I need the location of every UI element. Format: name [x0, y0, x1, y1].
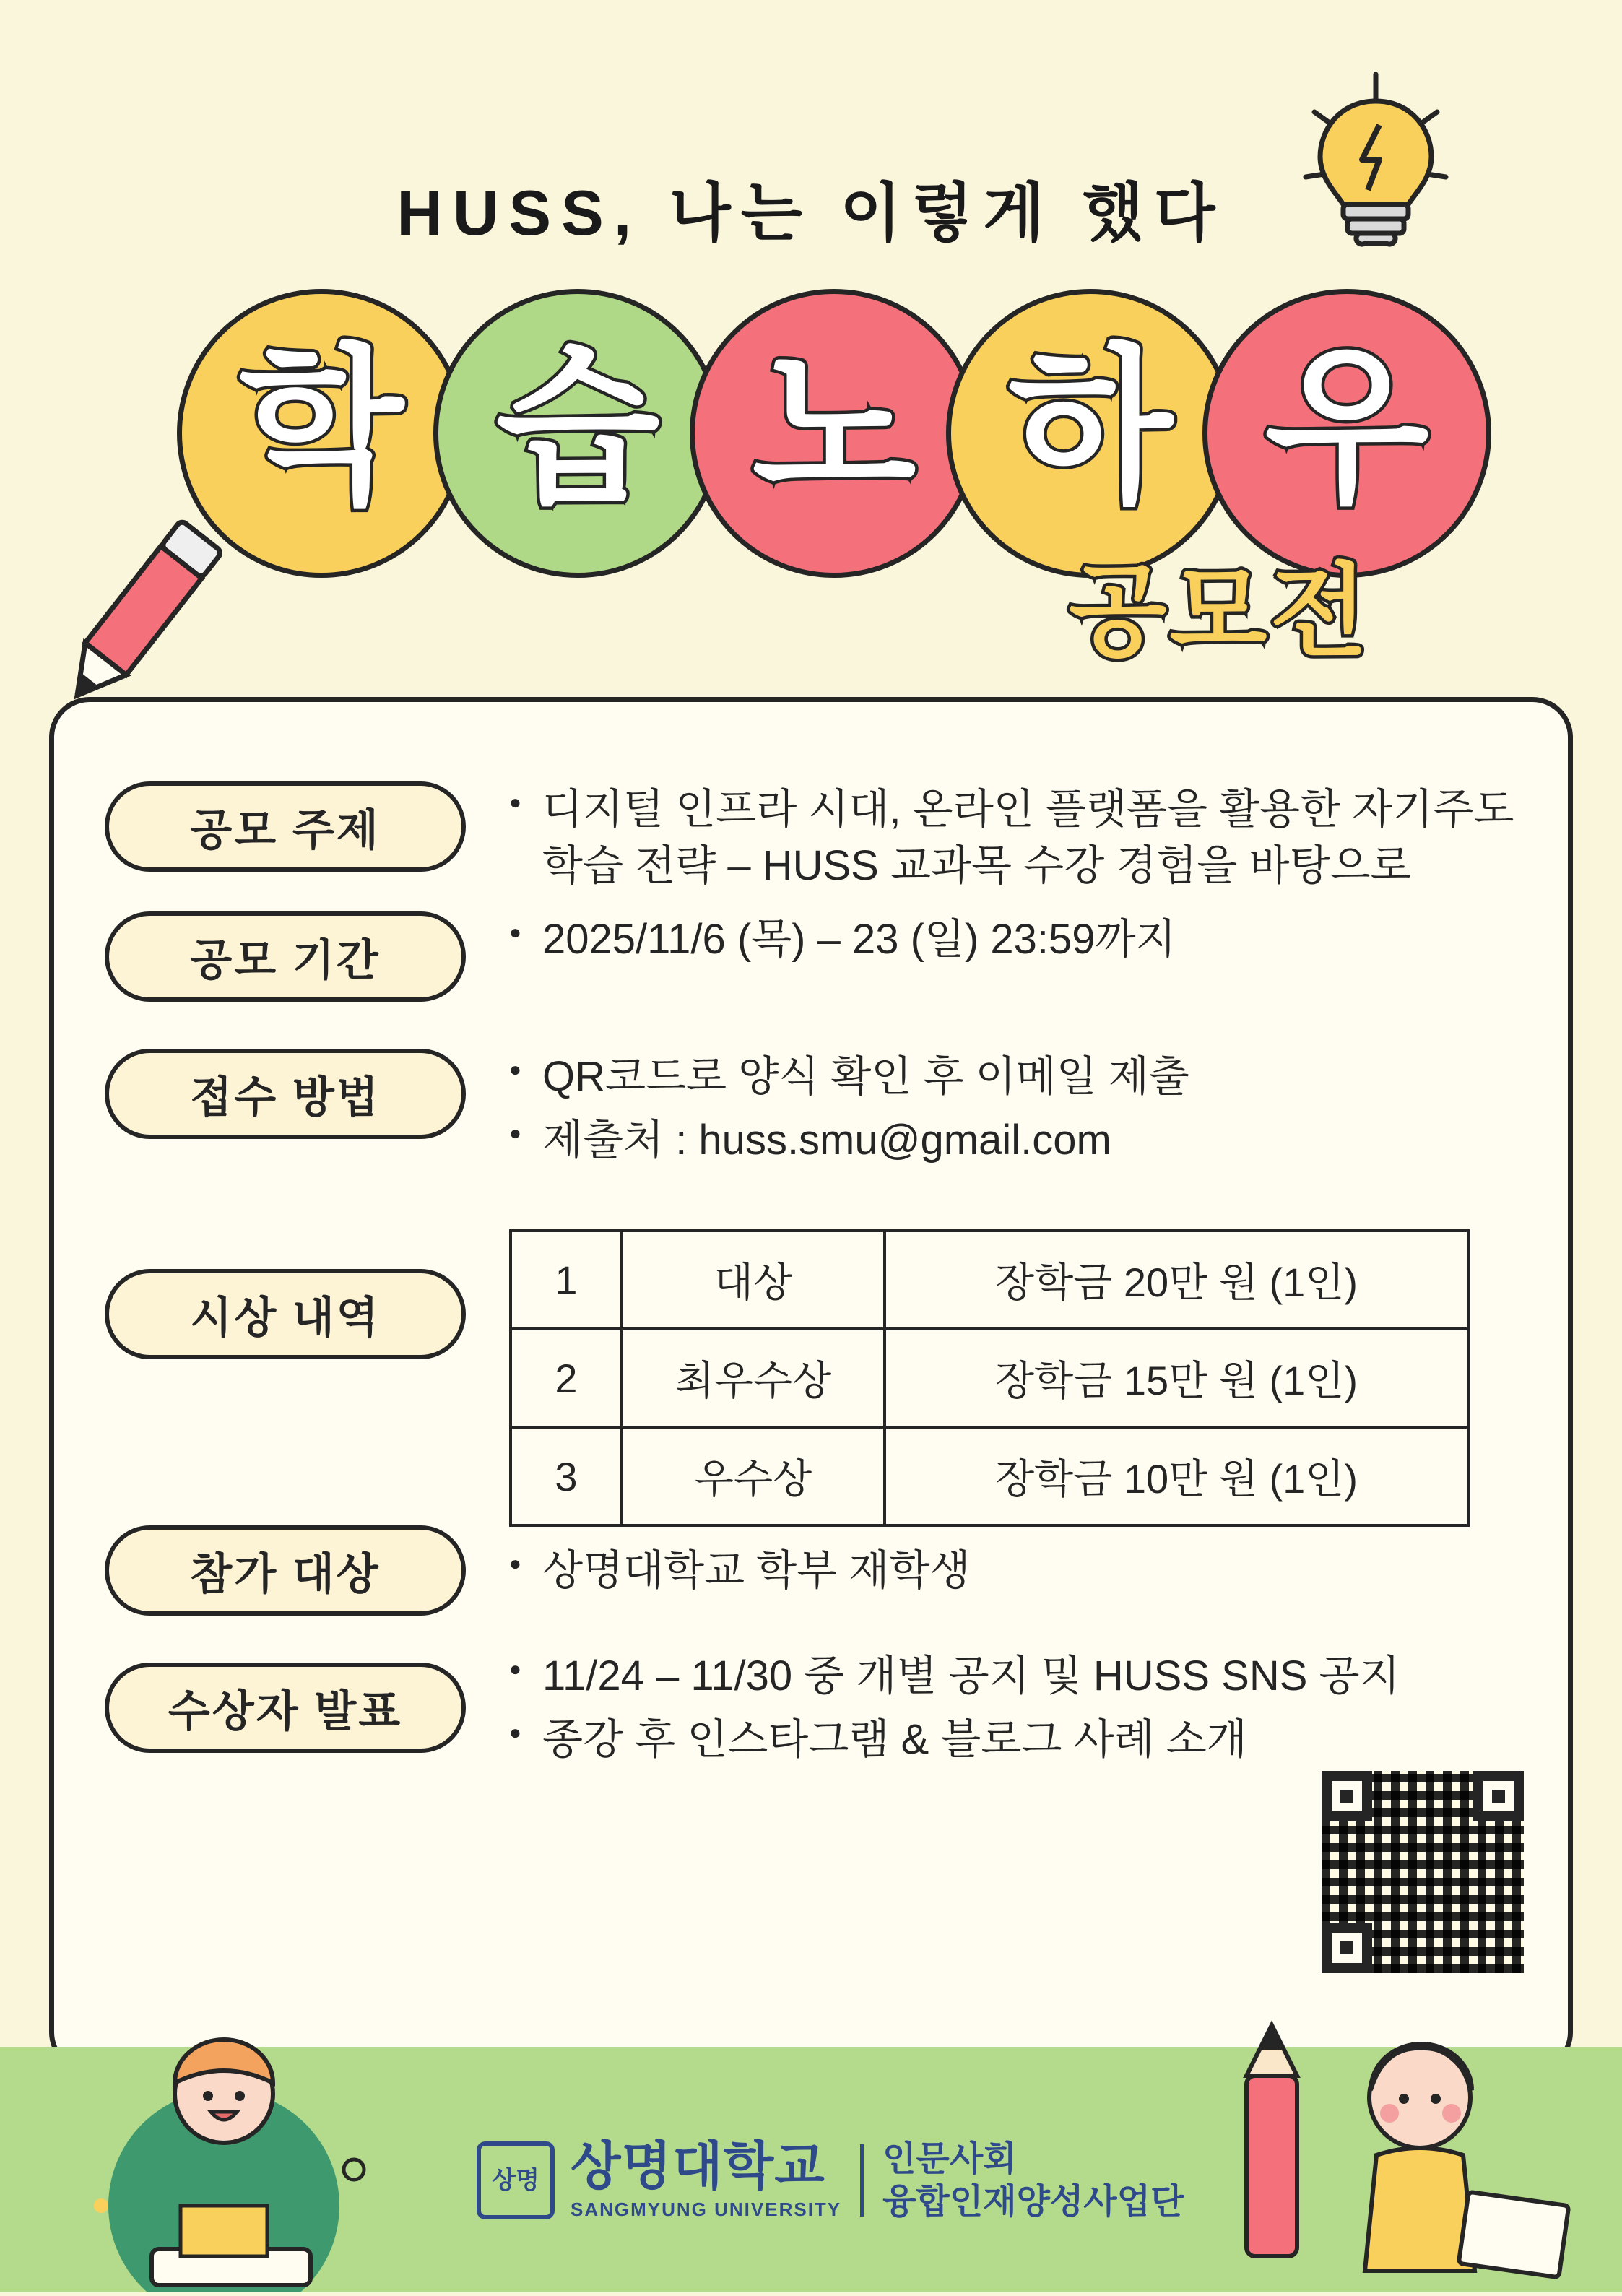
qr-eye-bottom-left [1322, 1923, 1372, 1973]
footer-band [0, 2047, 1622, 2292]
title-circle-letter: 하 [1008, 332, 1173, 522]
award-prize: 장학금 20만 원 (1인) [885, 1231, 1468, 1329]
list-item: ● 11/24 – 11/30 중 개별 공지 및 HUSS SNS 공지 [542, 1648, 1535, 1704]
section-notice [105, 1648, 1535, 1775]
info-card [49, 697, 1573, 2073]
award-name: 최우수상 [622, 1329, 885, 1427]
section-award-label: 시상 내역 [105, 1269, 466, 1359]
section-period [105, 911, 1535, 1002]
section-target-label-wrap [105, 1525, 466, 1616]
list-item: ● 디지털 인프라 시대, 온라인 플랫폼을 활용한 자기주도 학습 전략 – HUSS 교과목 수강 경험을 바탕으로 [542, 781, 1535, 893]
university-name-block [571, 2137, 842, 2221]
section-award [105, 1229, 1535, 1527]
list-item: ● 종강 후 인스타그램 & 블로그 사례 소개 [542, 1712, 1535, 1768]
poster-subtitle: 공모전 [1069, 555, 1371, 668]
section-notice-label-wrap [105, 1648, 466, 1753]
department-name [882, 2138, 1184, 2224]
award-rank: 3 [511, 1427, 622, 1525]
section-period-label: 공모 기간 [105, 911, 466, 1002]
list-item: ● QR코드로 양식 확인 후 이메일 제출 [542, 1049, 1535, 1105]
list-item: ● 2025/11/6 (목) – 23 (일) 23:59까지 [542, 911, 1535, 968]
section-period-content [509, 911, 1535, 975]
title-circle-3 [690, 289, 979, 578]
title-circles [0, 289, 1622, 592]
section-apply-content [509, 1049, 1535, 1175]
title-circle-letter: 학 [239, 332, 404, 522]
poster-headline: HUSS, 나는 이렇게 했다 [396, 177, 1226, 248]
award-rank: 1 [511, 1231, 622, 1329]
section-topic-content [509, 781, 1535, 901]
title-circle-1 [177, 289, 466, 578]
award-name: 우수상 [622, 1427, 885, 1525]
section-apply [105, 1049, 1535, 1175]
title-circle-2 [433, 289, 722, 578]
title-circle-letter: 노 [752, 332, 916, 522]
section-topic [105, 781, 1535, 901]
section-topic-label-wrap [105, 781, 466, 872]
table-row [511, 1427, 1468, 1525]
department-line-1: 인문사회 [882, 2139, 1017, 2178]
section-target [105, 1525, 1535, 1616]
section-target-label: 참가 대상 [105, 1525, 466, 1616]
section-notice-label: 수상자 발표 [105, 1663, 466, 1753]
title-circle-letter: 우 [1265, 332, 1429, 522]
footer-logo [477, 2138, 1184, 2224]
award-name: 대상 [622, 1231, 885, 1329]
department-line-2: 융합인재양성사업단 [882, 2183, 1184, 2222]
award-rank: 2 [511, 1329, 622, 1427]
section-target-content [509, 1525, 1535, 1606]
award-prize: 장학금 15만 원 (1인) [885, 1329, 1468, 1427]
title-circle-letter: 습 [495, 332, 660, 522]
section-apply-label-wrap [105, 1049, 466, 1139]
list-item: ● 상명대학교 학부 재학생 [542, 1543, 1535, 1599]
university-name-kr: 상명대학교 [571, 2137, 825, 2196]
section-notice-content [509, 1648, 1535, 1775]
logo-divider [860, 2144, 864, 2217]
section-apply-label: 접수 방법 [105, 1049, 466, 1139]
kid-reading-illustration [43, 1989, 419, 2292]
section-period-label-wrap [105, 911, 466, 1002]
qr-eye-top-left [1322, 1771, 1372, 1821]
list-item: ● 제출처 : huss.smu@gmail.com [542, 1112, 1535, 1169]
table-row [511, 1329, 1468, 1427]
section-topic-label: 공모 주제 [105, 781, 466, 872]
section-award-content [509, 1229, 1535, 1527]
kid-with-pencil-illustration [1203, 1989, 1579, 2292]
university-name-en: SANGMYUNG UNIVERSITY [571, 2198, 842, 2220]
section-award-label-wrap [105, 1229, 466, 1359]
qr-eye-top-right [1473, 1771, 1524, 1821]
award-table [509, 1229, 1470, 1527]
table-row [511, 1231, 1468, 1329]
award-prize: 장학금 10만 원 (1인) [885, 1427, 1468, 1525]
qr-code-icon[interactable] [1322, 1771, 1524, 1973]
university-logo-mark: 상명 [477, 2141, 555, 2219]
